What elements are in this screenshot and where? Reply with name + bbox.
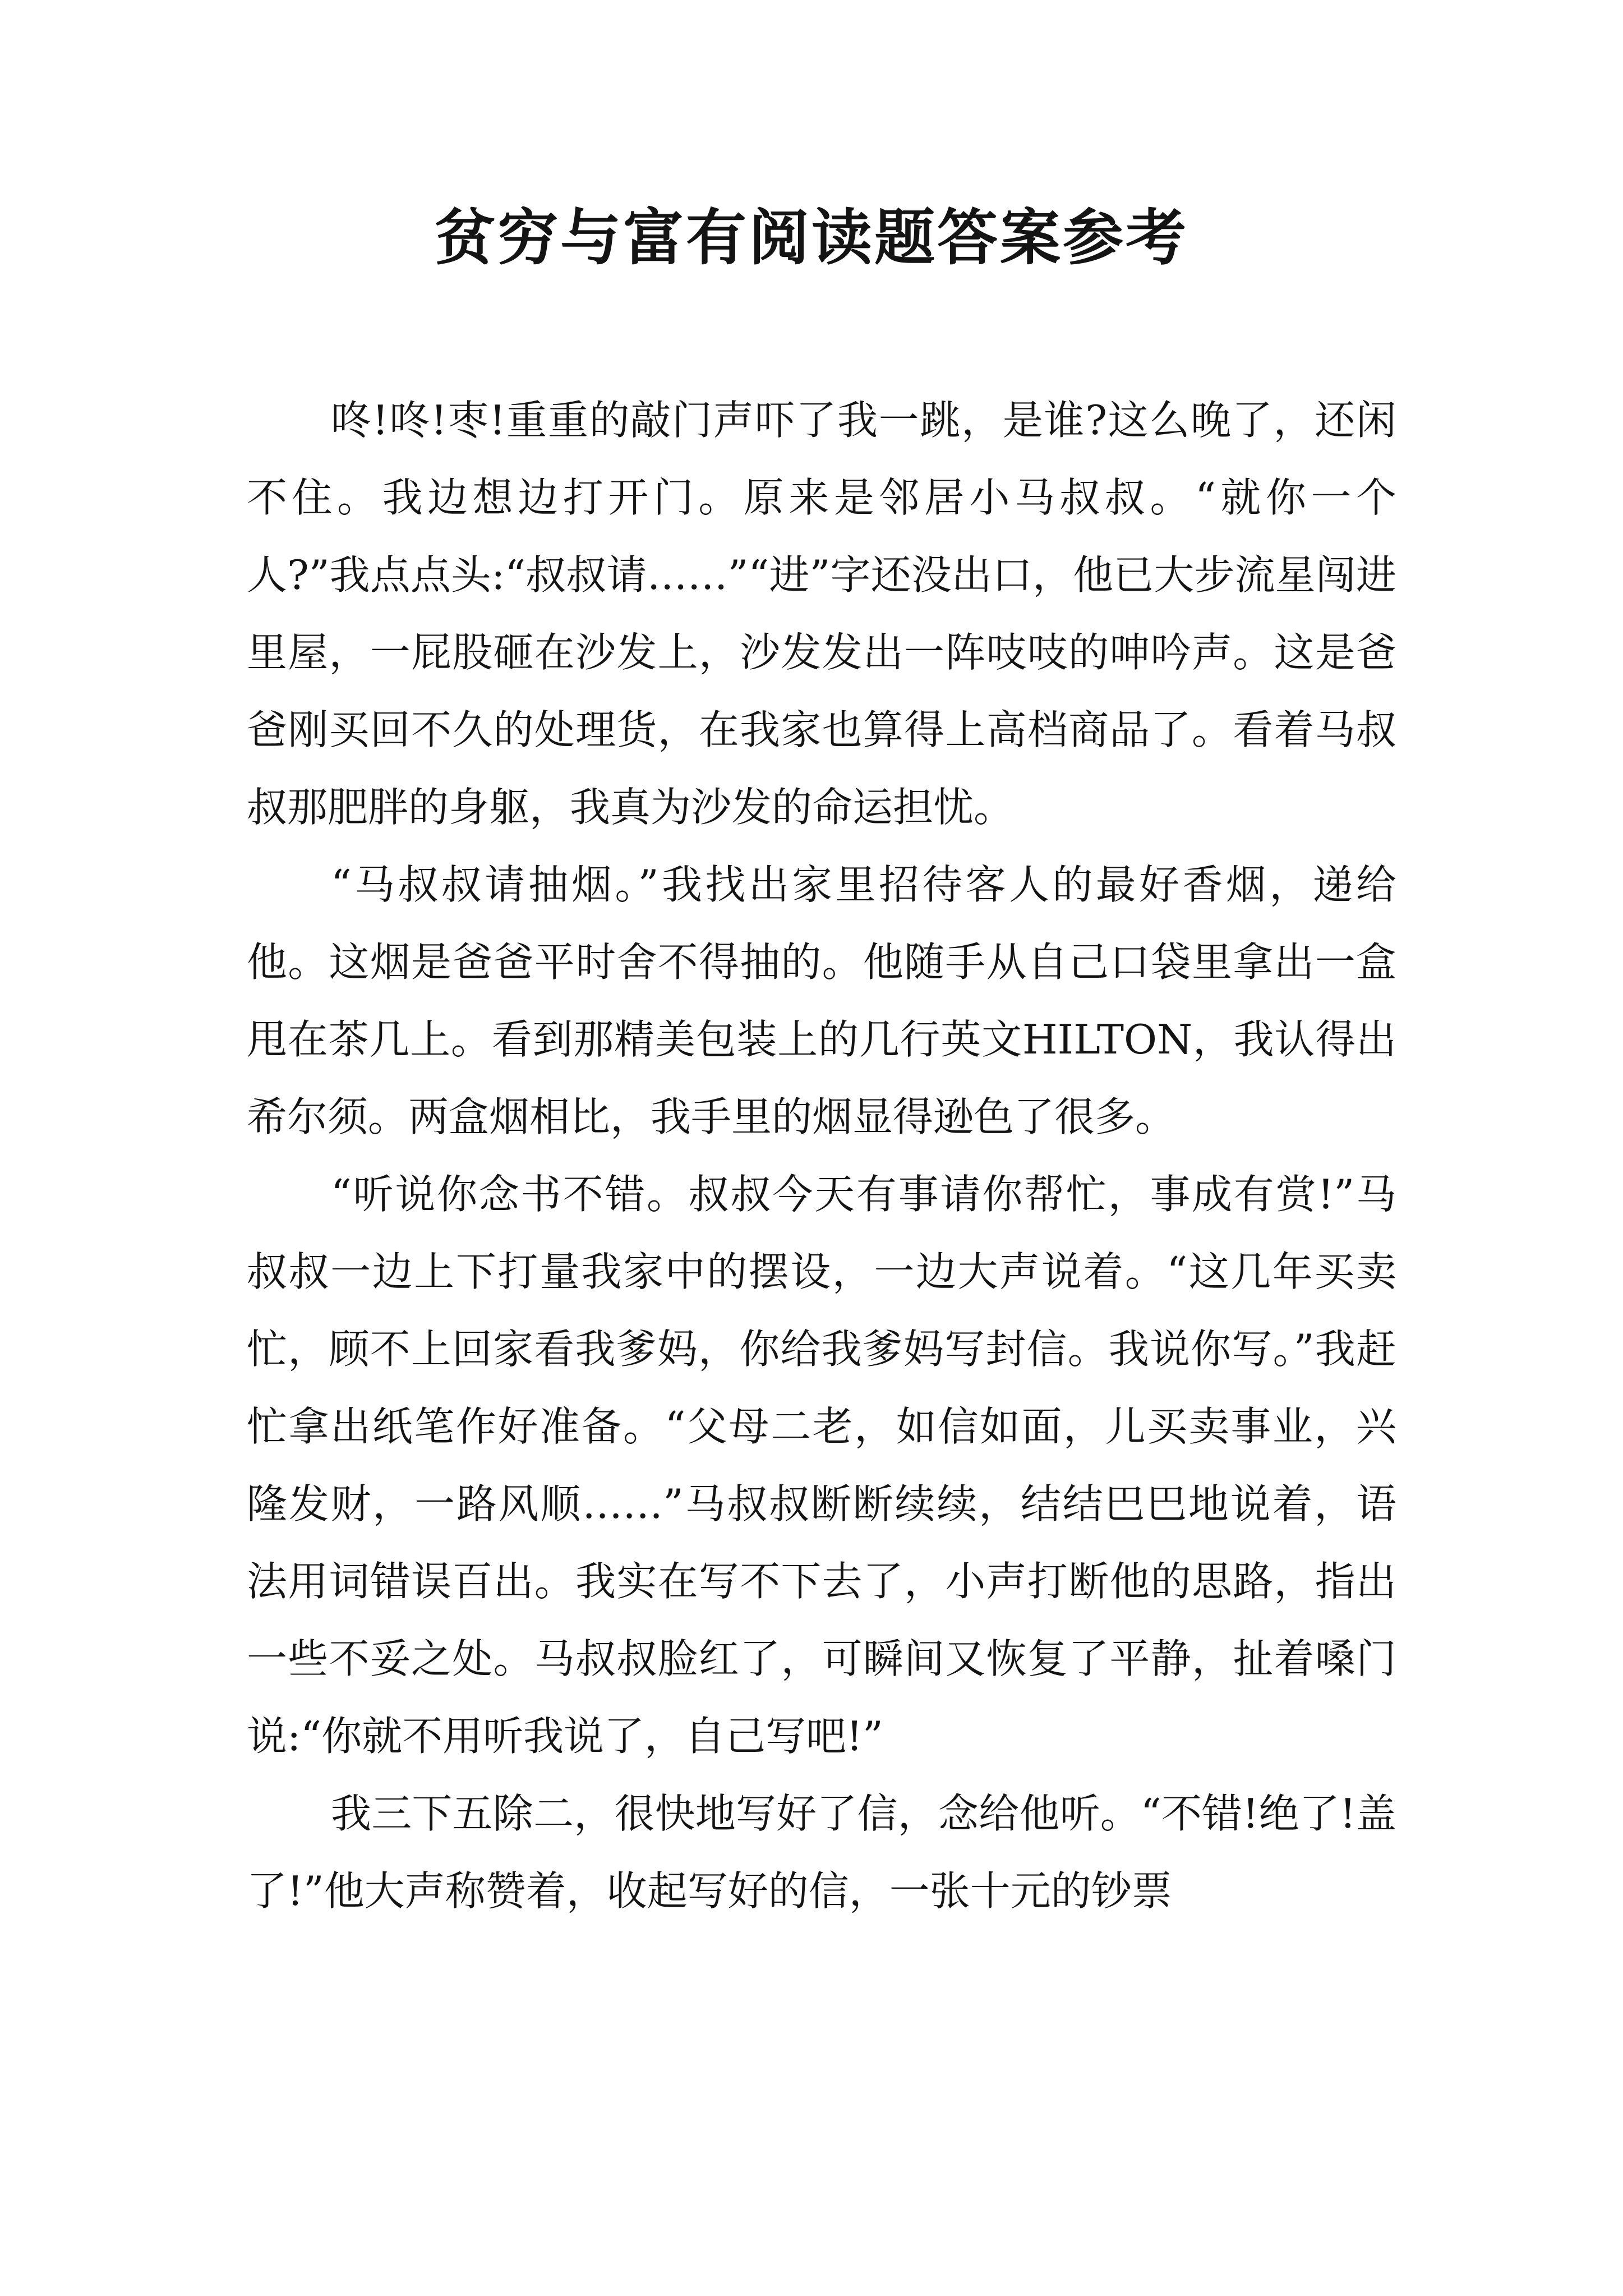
document-title: 贫穷与富有阅读题答案参考	[434, 203, 1188, 273]
paragraph-4: 我三下五除二，很快地写好了信，念给他听。“不错!绝了!盖了!”他大声称赞着，收起写好的信，一张十元的钞票	[247, 1790, 1396, 1915]
paragraph-3: “听说你念书不错。叔叔今天有事请你帮忙，事成有赏!”马叔叔一边上下打量我家中的摆设，一边大声说着。“这几年买卖忙，顾不上回家看我爹妈，你给我爹妈写封信。我说你写。”我赶忙拿出纸笔作好准备。“父母二老，如信如面，儿买卖事业，兴隆发财，一路风顺……”马叔叔断断续续，结结巴巴地说着，语法用词错误百出。我实在写不下去了，小声打断他的思路，指出一些不妥之处。马叔叔脸红了，可瞬间又恢复了平静，扯着嗓门说:“你就不用听我说了，自己写吧!”	[247, 1171, 1396, 1760]
paragraph-2: “马叔叔请抽烟。”我找出家里招待客人的最好香烟，递给他。这烟是爸爸平时舍不得抽的。他随手从自己口袋里拿出一盒甩在茶几上。看到那精美包装上的几行英文HILTON，我认得出希尔须。两盒烟相比，我手里的烟显得逊色了很多。	[247, 861, 1396, 1140]
document-body	[247, 381, 1396, 1930]
paragraph-1: 咚!咚!枣!重重的敲门声吓了我一跳，是谁?这么晚了，还闲不住。我边想边打开门。原来是邻居小马叔叔。“就你一个人?”我点点头:“叔叔请……”“进”字还没出口，他已大步流星闯进里屋，一屁股砸在沙发上，沙发发出一阵吱吱的呻吟声。这是爸爸刚买回不久的处理货，在我家也算得上高档商品了。看着马叔叔那肥胖的身躯，我真为沙发的命运担忧。	[247, 397, 1396, 831]
